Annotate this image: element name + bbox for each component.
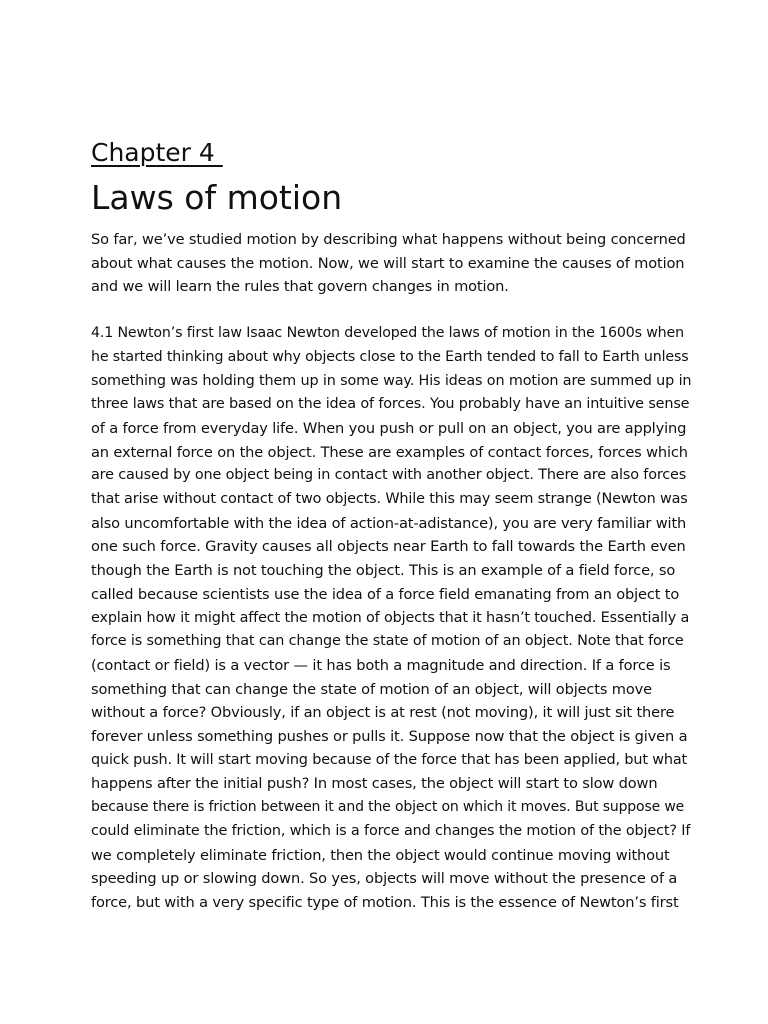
section-line: also uncomfortable with the idea of action-at-adistance), you are very familiar with [91, 514, 687, 532]
section-line: forever unless something pushes or pulls it. Suppose now that the object is given a [91, 728, 688, 746]
chapter-title: Laws of motion [91, 178, 343, 217]
section-line: one such force. Gravity causes all objects near Earth to fall towards the Earth even [91, 538, 686, 556]
section-line: could eliminate the friction, which is a force and changes the motion of the object? If [91, 822, 691, 839]
section-4-1-paragraph [91, 322, 691, 915]
intro-line: So far, we’ve studied motion by describing what happens without being concerned [91, 231, 686, 248]
section-line: quick push. It will start moving because of the force that has been applied, but what [91, 751, 688, 768]
section-line: something that can change the state of motion of an object, will objects move [91, 680, 652, 698]
chapter-label: Chapter 4 [91, 138, 223, 167]
section-line: though the Earth is not touching the object. This is an example of a field force, so [91, 562, 676, 580]
intro-line: about what causes the motion. Now, we will start to examine the causes of motion [91, 254, 685, 272]
section-line: of a force from everyday life. When you push or pull on an object, you are applying [91, 419, 687, 437]
section-line: something was holding them up in some way. His ideas on motion are summed up in [91, 372, 692, 389]
section-line: an external force on the object. These are examples of contact forces, forces which [91, 443, 688, 461]
document-page [91, 138, 691, 915]
section-line: three laws that are based on the idea of forces. You probably have an intuitive sense [91, 396, 690, 413]
section-line: we completely eliminate friction, then the object would continue moving without [91, 846, 670, 864]
section-line: (contact or field) is a vector — it has both a magnitude and direction. If a force is [91, 656, 671, 674]
section-line: happens after the initial push? In most cases, the object will start to slow down [91, 775, 658, 793]
section-line: explain how it might affect the motion of objects that it hasn’t touched. Essentially a [91, 609, 690, 626]
section-line: called because scientists use the idea of a force field emanating from an object to [91, 585, 680, 603]
section-line: speeding up or slowing down. So yes, objects will move without the presence of a [91, 870, 678, 888]
section-line: force, but with a very specific type of motion. This is the essence of Newton’s first [91, 893, 679, 911]
section-line: because there is friction between it and the object on which it moves. But suppose we [91, 799, 685, 816]
section-line: that arise without contact of two objects. While this may seem strange (Newton was [91, 491, 688, 508]
intro-paragraph [91, 228, 691, 299]
section-line: are caused by one object being in contact with another object. There are also forces [91, 467, 687, 484]
section-line: 4.1 Newton’s first law Isaac Newton developed the laws of motion in the 1600s when [91, 325, 684, 342]
section-line: without a force? Obviously, if an object is at rest (not moving), it will just sit there [91, 704, 675, 722]
section-line: force is something that can change the state of motion of an object. Note that force [91, 633, 684, 650]
intro-line: and we will learn the rules that govern changes in motion. [91, 278, 509, 296]
section-line: he started thinking about why objects close to the Earth tended to fall to Earth unless [91, 348, 689, 365]
